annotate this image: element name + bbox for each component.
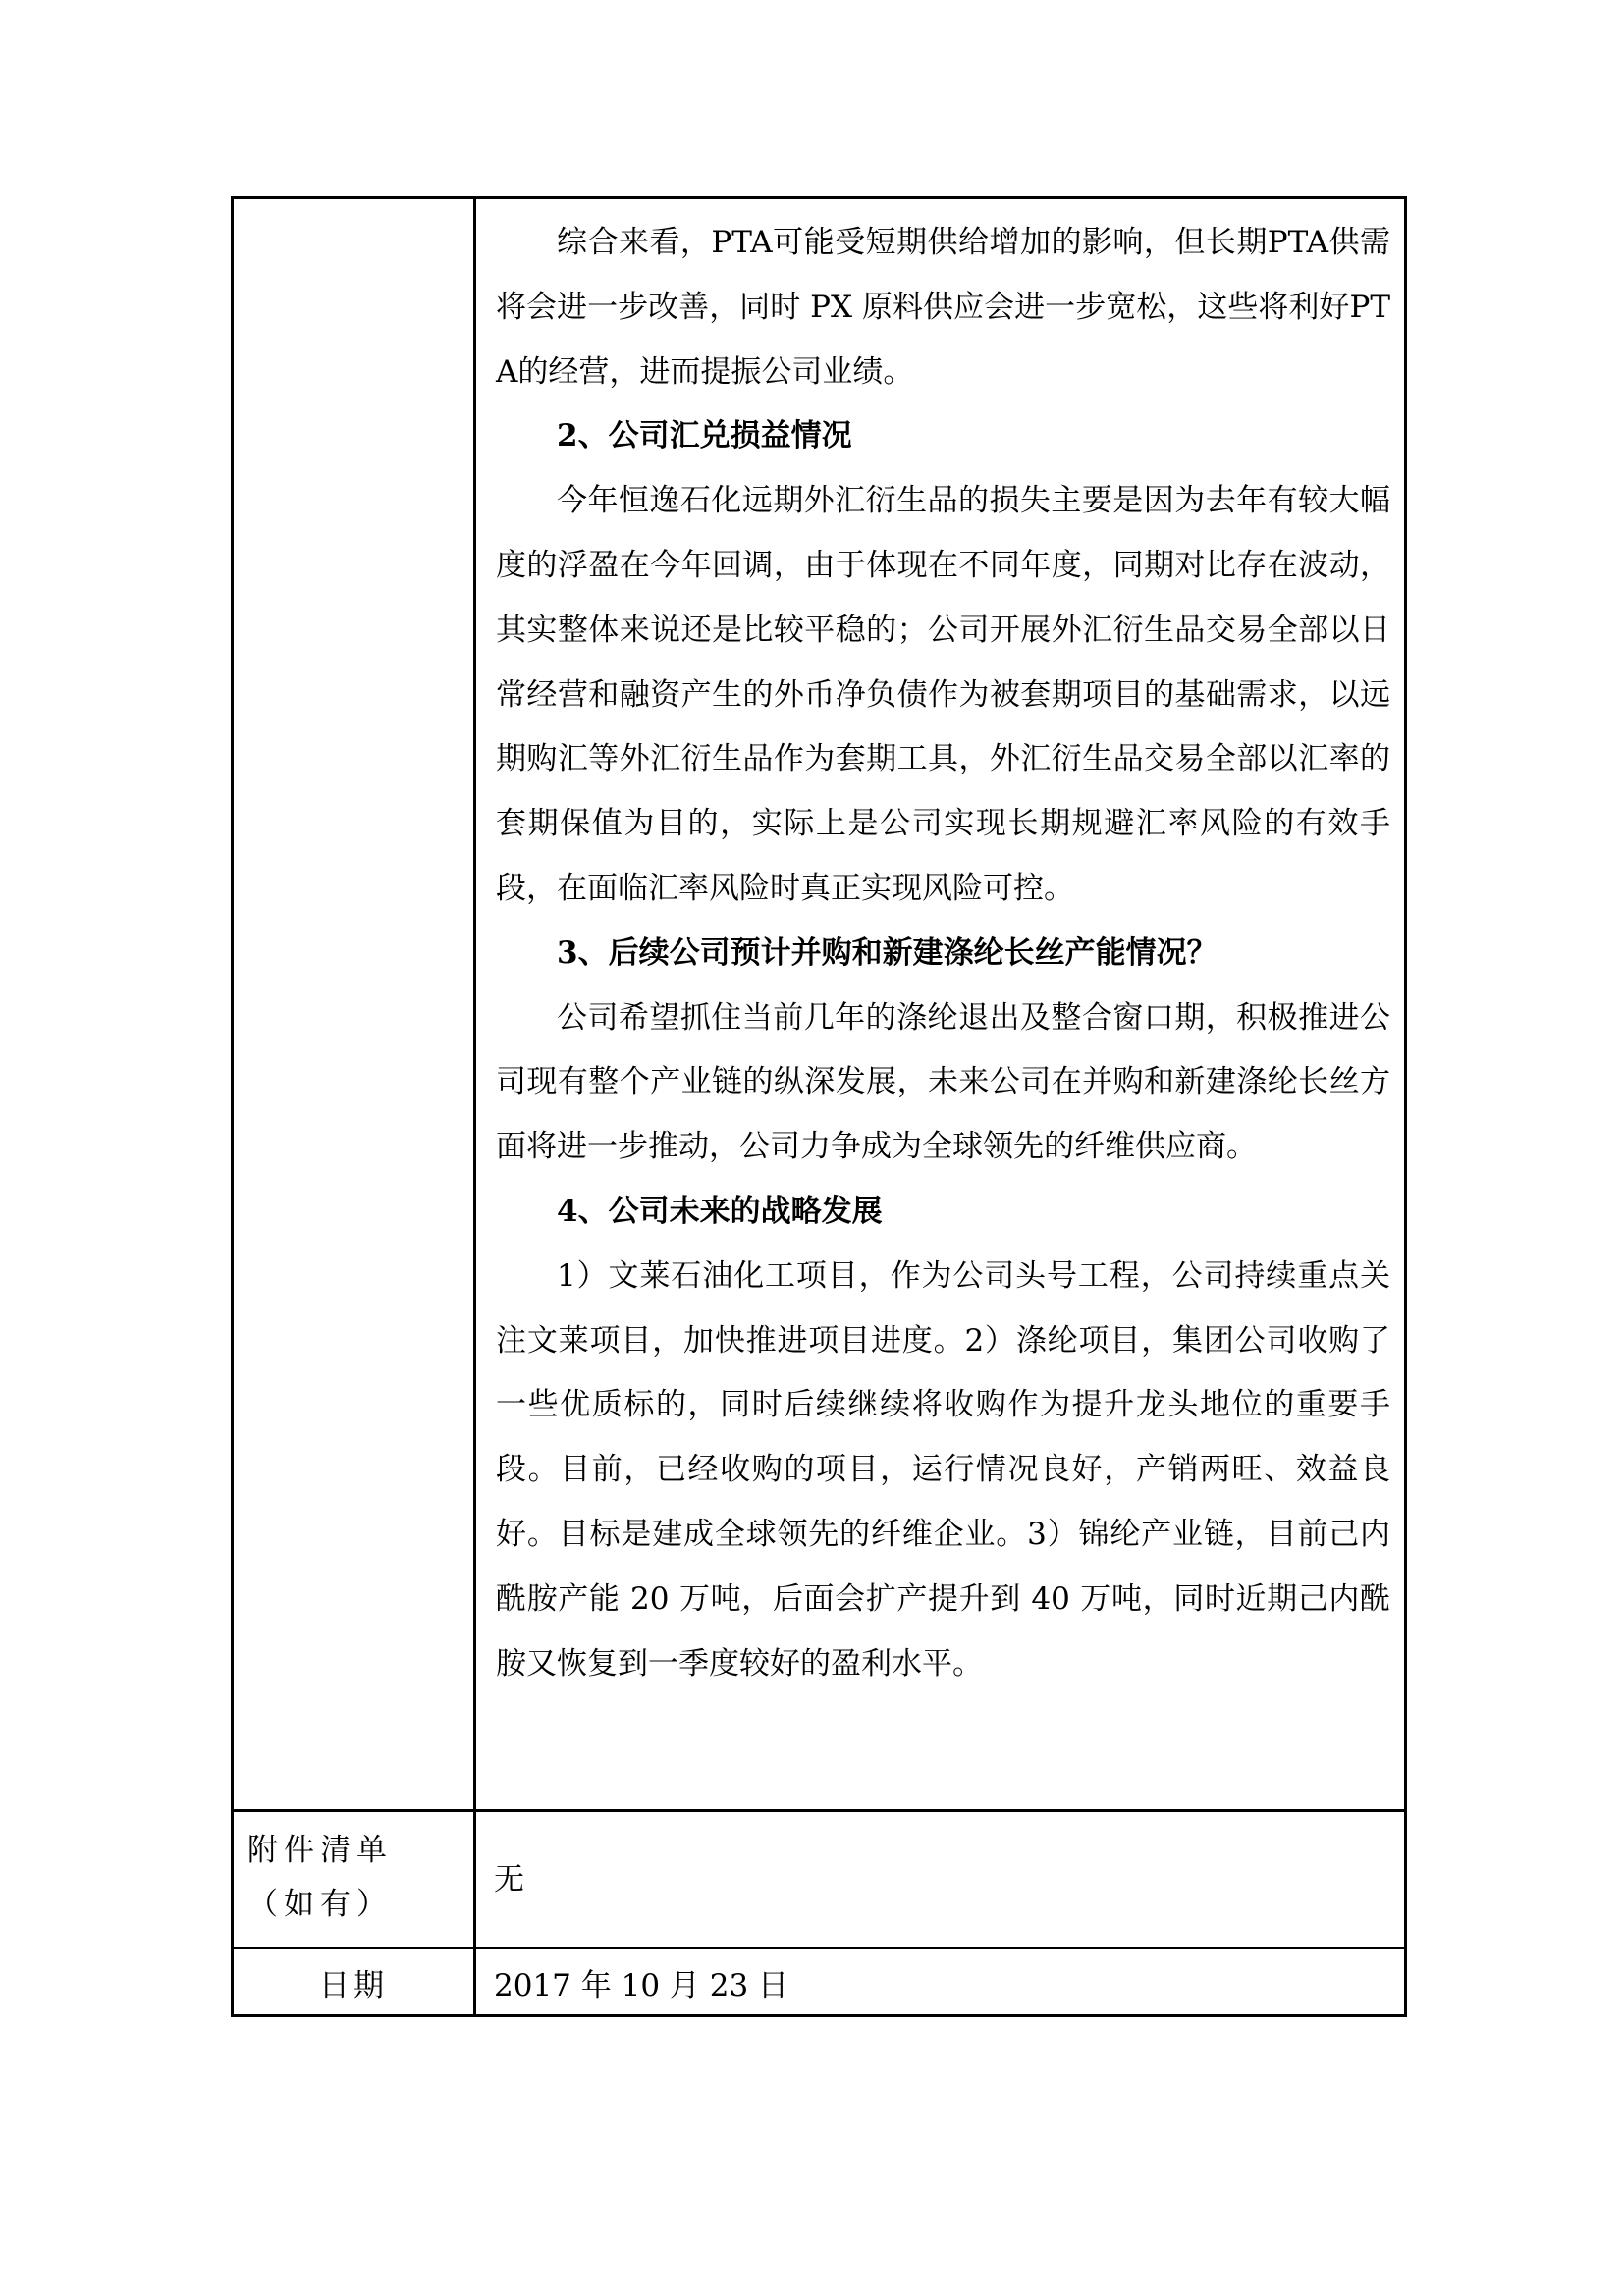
record-table [231, 196, 1407, 2017]
section-body-capacity: 公司希望抓住当前几年的涤纶退出及整合窗口期，积极推进公司现有整个产业链的纵深发展，未来公司在并购和新建涤纶长丝方面将进一步推动，公司力争成为全球领先的纤维供应商。 [496, 999, 1390, 1165]
section-heading-capacity: 3、后续公司预计并购和新建涤纶长丝产能情况？ [557, 934, 1218, 971]
intro-paragraph: 综合来看，PTA可能受短期供给增加的影响，但长期PTA供需将会进一步改善，同时 PX 原料供应会进一步宽松，这些将利好PTA的经营，进而提振公司业绩。 [496, 225, 1390, 390]
content-cell [475, 198, 1406, 1811]
attachments-label: 附件清单（如有） [233, 1811, 475, 1949]
attachments-row [233, 1811, 1406, 1949]
attachments-value: 无 [475, 1811, 1406, 1949]
section-heading-strategy: 4、公司未来的战略发展 [557, 1193, 883, 1229]
date-row [233, 1949, 1406, 2016]
date-label: 日期 [233, 1949, 475, 2016]
content-label-cell [233, 198, 475, 1811]
section-body-strategy: 1）文莱石油化工项目，作为公司头号工程，公司持续重点关注文莱项目，加快推进项目进度。2）涤纶项目，集团公司收购了一些优质标的，同时后续继续将收购作为提升龙头地位的重要手段。目前，已经收购的项目，运行情况良好，产销两旺、效益良好。目标是建成全球领先的纤维企业。3）锦纶产业链，目前己内酰胺产能 20 万吨，后面会扩产提升到 40 万吨，同时近期己内酰胺又恢复到一季度较好的盈利水平。 [496, 1257, 1390, 1682]
content-row [233, 198, 1406, 1811]
section-heading-fx: 2、公司汇兑损益情况 [557, 418, 852, 454]
section-body-fx: 今年恒逸石化远期外汇衍生品的损失主要是因为去年有较大幅度的浮盈在今年回调，由于体现在不同年度，同期对比存在波动，其实整体来说还是比较平稳的；公司开展外汇衍生品交易全部以日常经营和融资产生的外币净负债作为被套期项目的基础需求，以远期购汇等外汇衍生品作为套期工具，外汇衍生品交易全部以汇率的套期保值为目的，实际上是公司实现长期规避汇率风险的有效手段，在面临汇率风险时真正实现风险可控。 [496, 483, 1390, 906]
date-value: 2017 年 10 月 23 日 [475, 1949, 1406, 2016]
